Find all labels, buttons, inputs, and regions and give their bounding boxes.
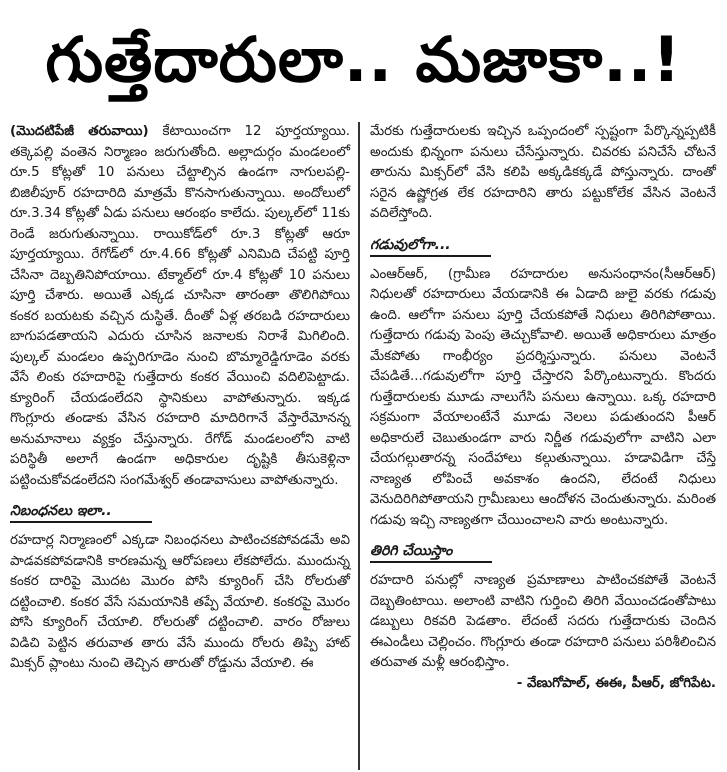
paragraph-text: రహదారి పనుల్లో నాణ్యత ప్రమాణాలు పాటించకపోతే వెంటనే దెబ్బతింటాయి. అలాంటి వాటిని గుర్తించి తిరిగి వేయించడంతోపాటు డబ్బులు రికవరి పెడతాం. లేదంటే సదరు గుత్తేదారుకు చెందిన ఈఎండీలు చెల్లించం. గొంగ్లూరు తండా రహదారి పనులు పరిశీలించిన తరువాత మళ్లీ ఆరంభిస్తాం.: [370, 573, 716, 670]
column-divider: [358, 122, 360, 770]
paragraph-text: కేటాయించగా 12 పూర్తయ్యాయి. తక్కెపల్లి వంతెన నిర్మాణం జరుగుతోంది. అల్లాదుర్గం మండలంలో రూ.5 కోట్లతో 10 పనులు చేట్టాల్సిన ఉండగా నాగులపల్లి-బిజిలీపూర్ రహదారిది మాత్రమే కొనసాగుతున్నాయి. అందోలులో రూ.3.34 కోట్లతో ఏడు పనులు ఆరంభం కాలేదు. పుల్కల్‌లో 11కు రెండే జరుగుతున్నాయి. రాయికోడ్‌లో రూ.3 కోట్లతో ఆరూ పూర్తయ్యాయి. రేగోడ్‌లో రూ.4.66 కోట్లతో ఎనిమిది చేపట్టి పూర్తి చేసినా దెబ్బతినిపోయాయి. టేక్మాల్‌లో రూ.4 కోట్లతో 10 పనులు పూర్తి చేశారు. అయితే ఎక్కడ చూసినా తారంతా తొలిగిపోయి కంకర బయటకు వచ్చిన దుస్థితే. దీంతో ఏళ్ల తరబడి రహదారులు బాగుపడతాయని ఎదురు చూసిన జనాలకు నిరాశే మిగిలింది. పుల్కల్ మండలం ఉప్పరిగూడెం నుంచి బొమ్మారెడ్డిగూడెం వరకు వేసే లింకు రహదారిపై గుత్తేదారు కంకర వేయించి వదిలిపెట్టాడు. క్యూరింగ్ చేయడంలేదని స్థానికులు వాపోతున్నారు. ఇక్కడ గొంగ్లూరు తండాకు వేసిన రహదారి మాదిరిగానే వేస్తారేమోనన్న అనుమానాలు వ్యక్తం చేస్తున్నారు. రేగోడ్ మండలంలోని వాటి పరిస్థితీ అలాగే ఉండగా అధికారుల దృష్టికి తీసుకెళ్లినా పట్టించుకోవడంలేదని సంగమేశ్వర్ తండావాసులు వాపోతున్నారు.: [10, 124, 350, 488]
subheading-deadline: [370, 235, 716, 257]
subheading-redo: [370, 541, 716, 563]
article-paragraph: ఎంఆర్‌ఆర్, (గ్రామీణ రహదారుల అనుసంధానం(సీఆర్‌ఆర్) నిధులతో రహదారులు వేయడానికి ఈ ఏడాది జులై వరకు గడువు ఉంది. ఆలోగా పనులు పూర్తి చేయకపోతే నిధులు తిరిగిపోతాయి. గుత్తేదారు గడువు పెంపు తెచ్చుకోవాలి. అయితే అధికారులు మాత్రం మేకపోతు గాంభీర్యం ప్రదర్శిస్తున్నారు. పనులు వెంటనే చేపడితే...గడువులోగా పూర్తి చేస్తారని పేర్కొంటున్నారు. కొందరు గుత్తేదారులకు మూడు నాలుగేసి పనులు ఉన్నాయి. ఒక్క రహదారి సక్రమంగా వేయాలంటేనే మూడు నెలలు పడుతుందని పీఆర్ అధికారులే చెబుతుండగా వారు నిర్ణీత గడువులోగా వాటిని ఎలా చేయగల్గుతారన్న సందేహాలు కల్గుతున్నాయి. హడావిడిగా చేస్తే నాణ్యత లోపించే అవకాశం ఉందని, లేదంటే నిధులు వెనుదిరిగిపోతాయని గ్రామీణులు ఆందోళన చెందుతున్నారు. మరింత గడువు ఇచ్చి నాణ్యతగా చేయించాలని వారు అంటున్నారు.: [370, 266, 716, 528]
article-paragraph: రహదార్ల నిర్మాణంలో ఎక్కడా నిబంధనలు పాటించకపోవడమే అవి పాడవకపోవడానికి కారణమన్న ఆరోపణలు లేకపోలేదు. ముందున్న కంకర దారిపై మొదట మొరం పోసి క్యూరింగ్ చేసి రోలరుతో దట్టించాలి. కంకర వేసే సమయానికి తప్పే వేయాలి. కంకరపై మొరం పోసి క్యూరింగ్ చేయాలి. రోలరుతో దట్టించాలి. వారం రోజులు విడిచి పెట్టిన తరువాత తారు వేసే ముందు రోలరు తిప్పి హాట్ మిక్సర్ ప్లాంటు నుంచి తెచ్చిన తారుతో రోడ్డును వేయాలి. ఈ: [10, 533, 350, 671]
article-paragraph: [370, 571, 716, 694]
continuation-note: (మొదటిపేజీ తరువాయి): [10, 124, 149, 139]
headline: గుత్తేదారులా.. మజాకా..!: [45, 23, 682, 96]
subheading-text: గడువులోగా...: [370, 235, 491, 257]
article-paragraph: మేరకు గుత్తేదారులకు ఇచ్చిన ఒప్పందంలో స్పష్టంగా పేర్కొన్నప్పటికీ అందుకు భిన్నంగా పనులు చేసేస్తున్నారు. చివరకు పనిచేసే చోటనే తారును మిక్సర్‌లో వేసి కలిపి అక్కడికక్కడే పోస్తున్నారు. దాంతో సరైన ఉష్ణోగ్రత లేక రహదారిని తారు పట్టుకోలేక వేసిన వెంటనే వదిలేస్తోంది.: [370, 124, 716, 221]
subheading-text: నిబంధనలు ఇలా..: [10, 501, 152, 523]
subheading-rules: [10, 501, 350, 523]
subheading-text: తిరిగి చేయిస్తాం: [370, 541, 492, 563]
article-paragraph: [10, 122, 350, 491]
right-column: [370, 122, 716, 694]
left-column: [10, 122, 350, 675]
quote-attribution: - వేణుగోపాల్, ఈఈ, పీఆర్, జోగిపేట.: [516, 675, 716, 691]
